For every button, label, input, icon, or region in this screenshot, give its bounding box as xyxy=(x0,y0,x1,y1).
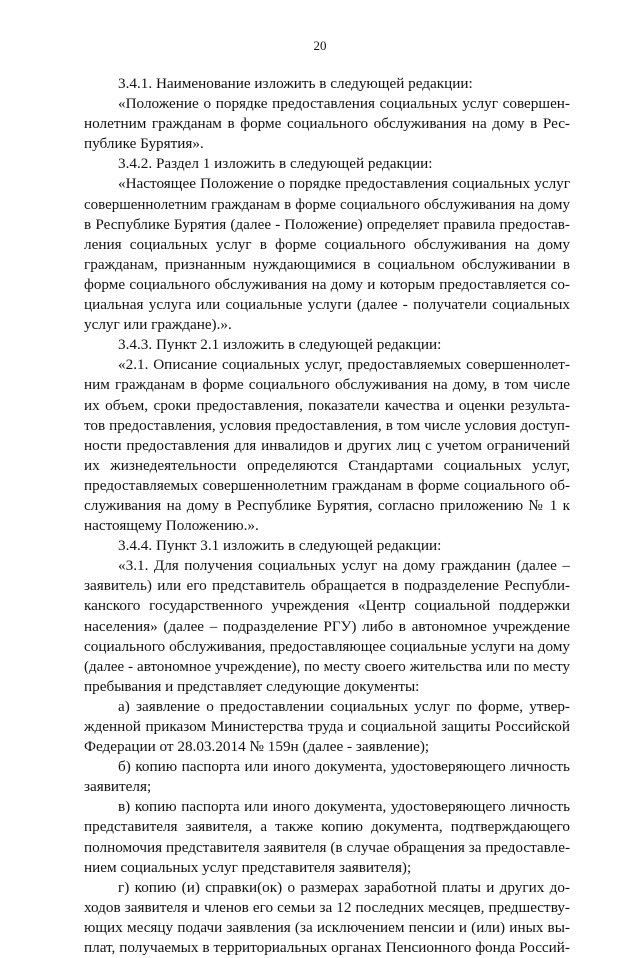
page-number: 20 xyxy=(313,38,327,53)
text-line: канского государственного учреждения «Центр социальной поддержки xyxy=(84,597,570,615)
text-line: совершеннолетним гражданам в форме социального обслуживания на дому xyxy=(84,196,570,213)
text-line: 3.4.3. Пункт 2.1 изложить в следующей редакции: xyxy=(118,336,442,354)
text-line: услуг или граждане).». xyxy=(84,316,232,334)
text-line: циальная услуга или социальные услуги (далее - получатели социальных xyxy=(84,296,570,314)
text-line: их жизнедеятельности определяются Стандартами социальных услуг, xyxy=(84,456,570,474)
text-line: их объем, сроки предоставления, показатели качества и оценки результа- xyxy=(84,396,570,414)
text-line: служивания на дому в Республике Бурятия, согласно приложению № 1 к xyxy=(84,496,570,514)
text-line: пребывания и представляет следующие документы: xyxy=(84,677,420,695)
text-line: форме социального обслуживания на дому и которым предоставляется со- xyxy=(84,275,570,293)
text-line: 3.4.1. Наименование изложить в следующей редакции: xyxy=(118,75,473,92)
document-body xyxy=(84,74,570,958)
text-line: заявитель) или его представитель обращается в подразделение Республи- xyxy=(84,577,570,595)
text-line: ходов заявителя и членов его семьи за 12 последних месяцев, предшеству- xyxy=(84,898,570,916)
text-line: социального обслуживания, предоставляющее социальные услуги на дому xyxy=(84,637,570,655)
text-line: жденной приказом Министерства труда и социальной защиты Российской xyxy=(84,718,570,735)
text-line: г) копию (и) справки(ок) о размерах заработной платы и других до- xyxy=(118,878,570,896)
text-line: полномочия представителя заявителя (в случае обращения за предоставле- xyxy=(84,838,570,856)
text-line: населения» (далее – подразделение РГУ) либо в автономное учреждение xyxy=(84,617,570,635)
text-line: ления социальных услуг в форме социального обслуживания на дому xyxy=(84,235,570,253)
text-line: Федерации от 28.03.2014 № 159н (далее - заявление); xyxy=(84,738,430,756)
text-line: предоставляемых совершеннолетним гражданам в форме социального об- xyxy=(84,476,570,494)
text-line: гражданам, признанным нуждающимися в социальном обслуживании в xyxy=(84,255,570,273)
text-line: заявителя; xyxy=(84,778,152,796)
text-line: (далее - автономное учреждение), по месту своего жительства или по месту xyxy=(84,658,570,675)
text-line: представителя заявителя, а также копию документа, подтверждающего xyxy=(84,818,570,836)
text-line: ности предоставления для инвалидов и других лиц с учетом ограничений xyxy=(84,436,570,454)
text-line: а) заявление о предоставлении социальных услуг по форме, утвер- xyxy=(118,697,570,715)
text-line: «3.1. Для получения социальных услуг на дому гражданин (далее – xyxy=(118,557,570,575)
text-line: ним гражданам в форме социального обслуживания на дому, в том числе xyxy=(84,376,570,394)
text-line: плат, получаемых в территориальных органах Пенсионного фонда Россий- xyxy=(84,939,570,957)
text-line: «Настоящее Положение о порядке предоставления социальных услуг xyxy=(118,175,570,193)
text-line: 3.4.2. Раздел 1 изложить в следующей редакции: xyxy=(118,155,433,173)
text-line: публике Бурятия». xyxy=(84,135,204,153)
text-line: настоящему Положению.». xyxy=(84,517,259,535)
text-line: тов предоставления, условия предоставления, в том числе условия доступ- xyxy=(84,416,570,434)
text-line: в) копию паспорта или иного документа, удостоверяющего личность xyxy=(118,798,570,816)
text-line: нием социальных услуг представителя заявителя); xyxy=(84,858,412,876)
text-line: б) копию паспорта или иного документа, удостоверяющего личность xyxy=(118,758,570,776)
text-line: 3.4.4. Пункт 3.1 изложить в следующей редакции: xyxy=(118,537,442,555)
text-line: нолетним гражданам в форме социального обслуживания на дому в Рес- xyxy=(84,115,570,133)
text-line: «Положение о порядке предоставления социальных услуг совершен- xyxy=(118,95,570,113)
text-line: «2.1. Описание социальных услуг, предоставляемых совершеннолет- xyxy=(118,356,570,374)
text-line: в Республике Бурятия (далее - Положение) определяет правила предостав- xyxy=(84,215,570,233)
text-line: ющих месяцу подачи заявления (за исключением пенсии и (или) иных вы- xyxy=(84,918,570,936)
